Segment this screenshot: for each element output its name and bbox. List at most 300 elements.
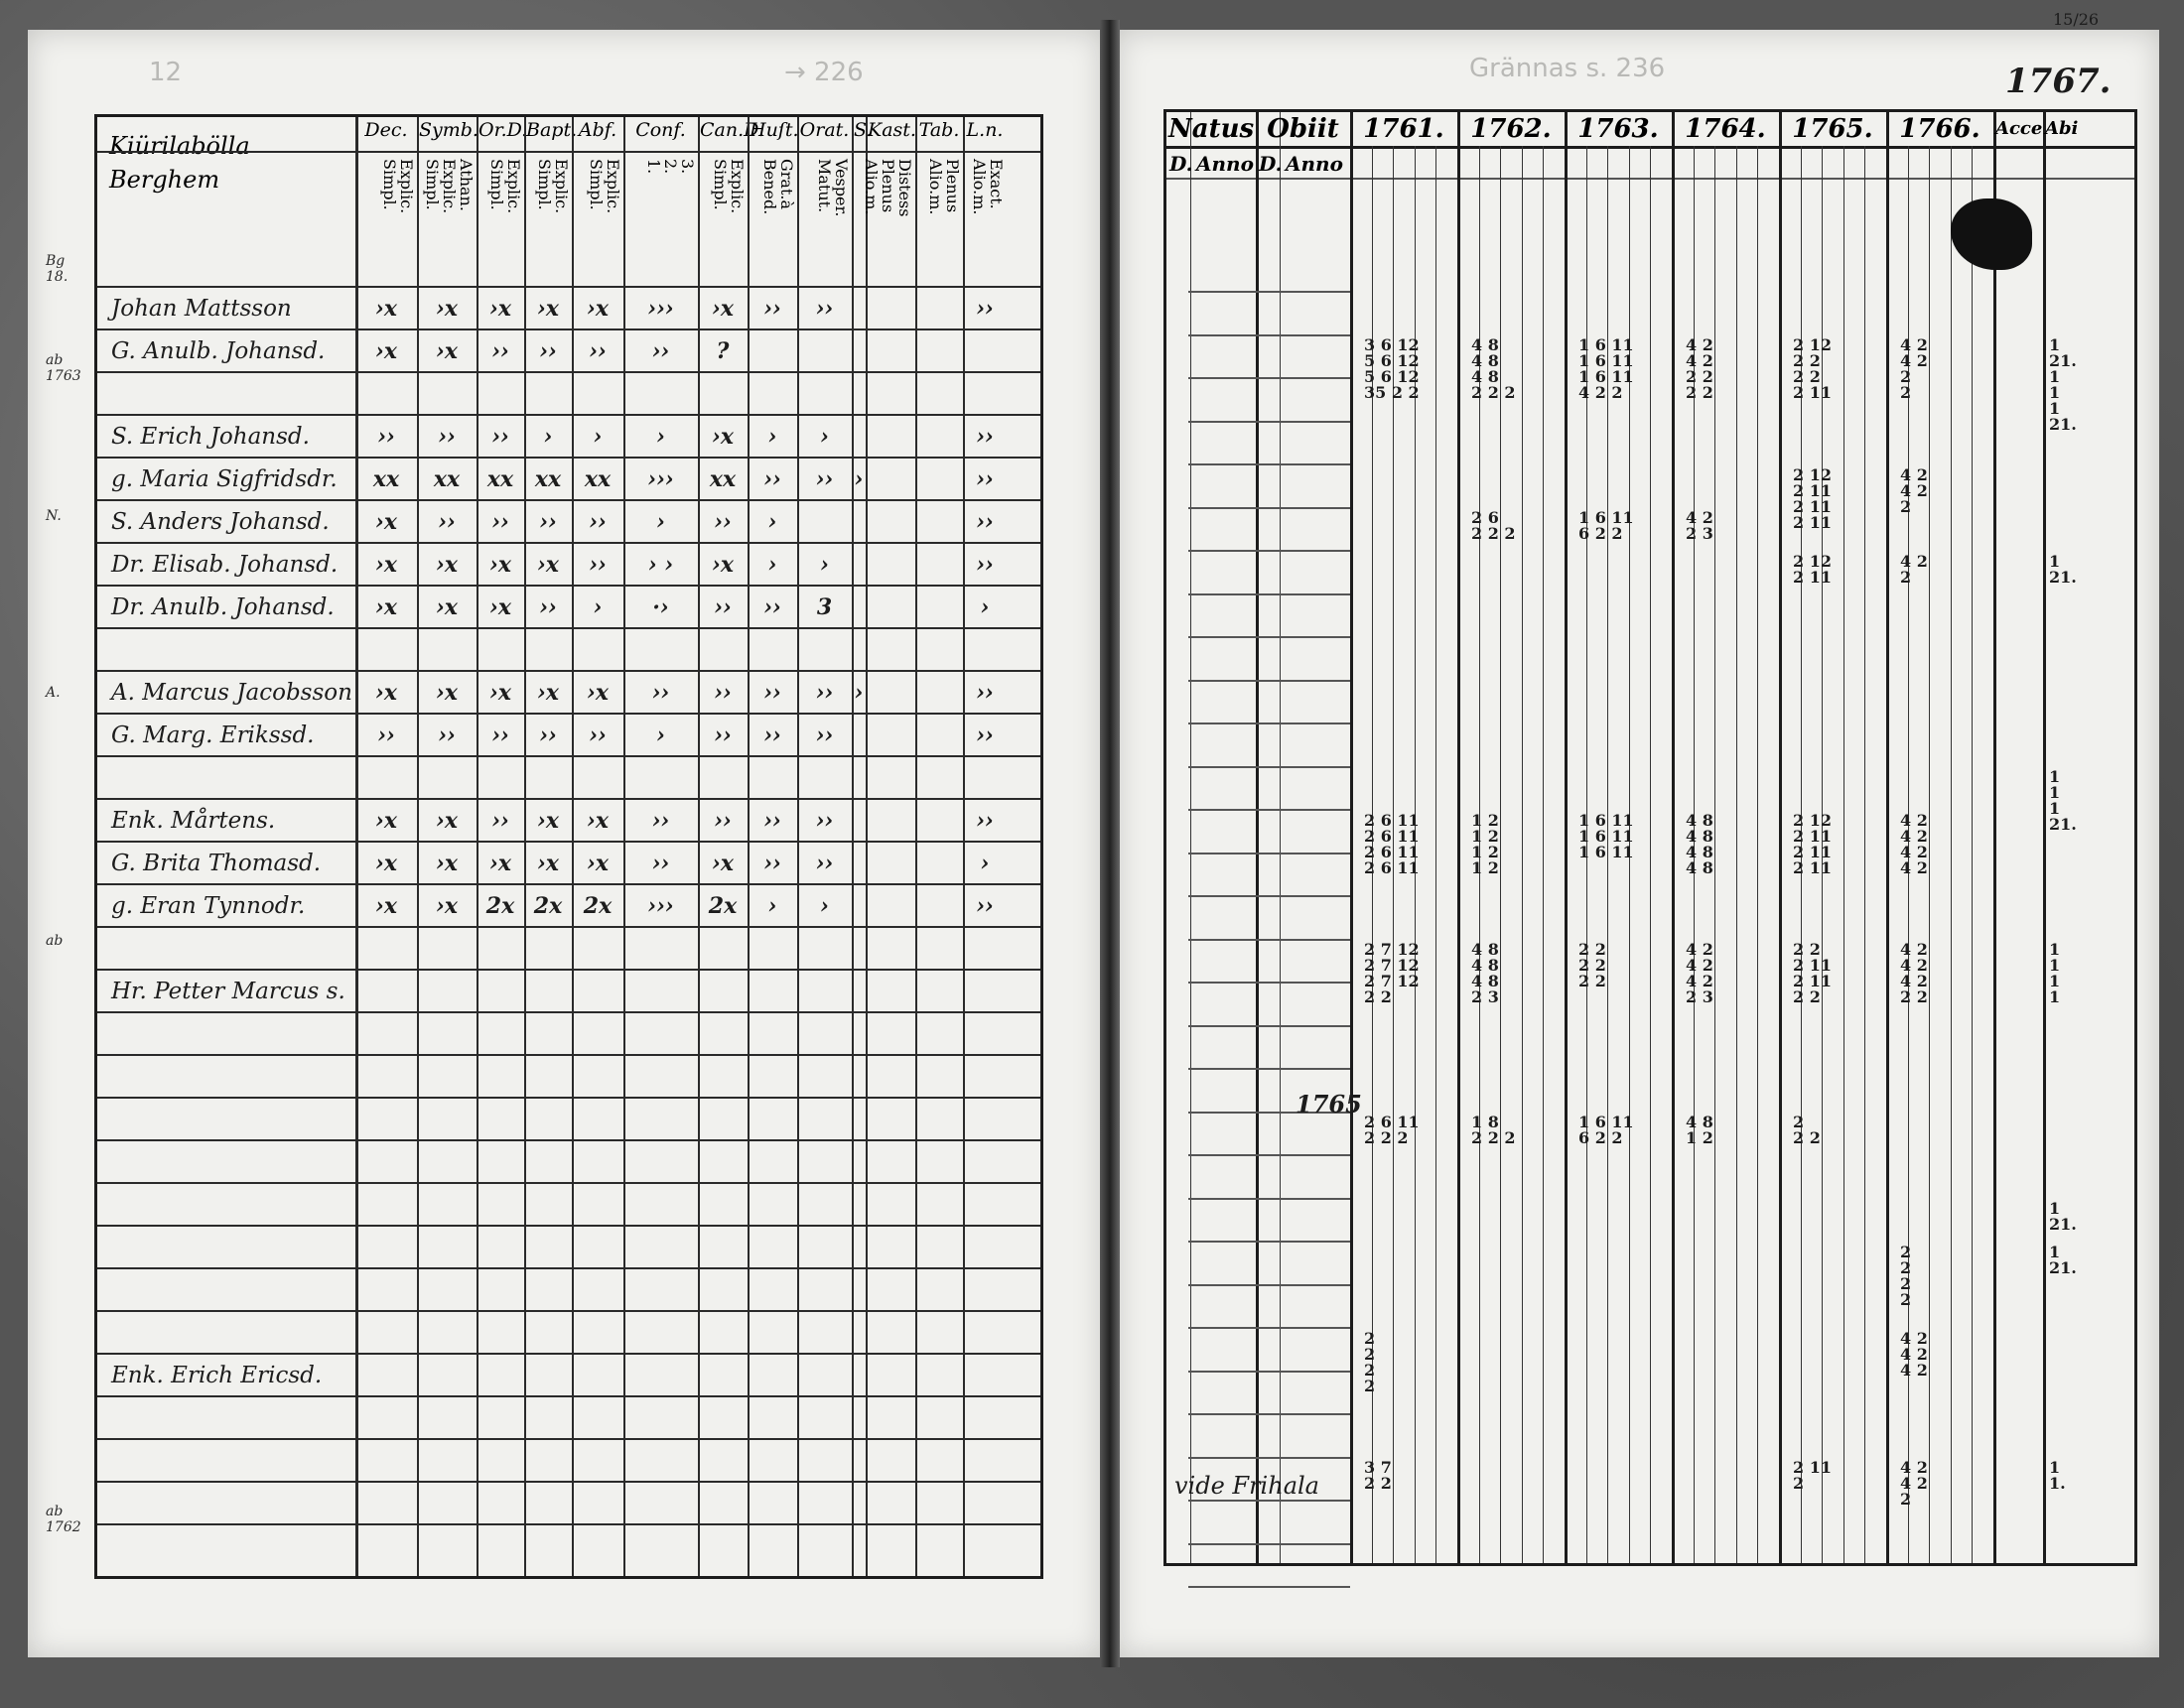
row-rule [97,1182,1040,1184]
row-rule [1188,1586,1350,1588]
knowledge-mark: ›x [712,552,734,578]
accessit-divider [1993,112,1996,1563]
row-rule [1188,853,1350,854]
knowledge-mark: ›x [375,552,397,578]
knowledge-mark: ›x [537,680,559,706]
year-entry: 4 2 4 2 2 [1900,464,1928,516]
year-divider [1886,112,1889,1563]
knowledge-mark: ›› [539,338,557,364]
knowledge-mark: ›x [587,680,609,706]
knowledge-mark: › [593,594,603,620]
column-divider [477,117,478,1576]
row-rule [97,542,1040,544]
year-entry: 2 12 2 2 2 2 2 11 [1793,335,1832,402]
knowledge-mark: ›x [436,296,458,322]
natus-d-divider [1190,112,1191,1563]
person-name: G. Anulb. Johansd. [111,338,326,364]
knowledge-mark: ›› [976,424,994,450]
natus-anno-sub: Anno [1196,152,1254,176]
margin-note: A. [46,685,61,701]
village-title-line1: Kiürilabölla [109,132,250,160]
row-rule [97,969,1040,971]
year-entry: 4 2 4 2 2 2 2 2 [1686,335,1713,402]
column-subheader: Explic. Simpl. [587,159,622,214]
year-entry: 2 12 2 11 2 11 2 11 [1793,464,1832,532]
knowledge-mark: › [767,893,777,919]
knowledge-mark: ›› [589,723,607,748]
row-rule [1188,463,1350,465]
knowledge-mark: ›x [712,851,734,876]
knowledge-mark: ››› [647,893,674,919]
column-header: Orat. [799,119,850,141]
knowledge-mark: ›› [539,594,557,620]
knowledge-mark: ›› [976,893,994,919]
knowledge-mark: 2x [533,893,563,919]
row-rule [1188,507,1350,509]
year-entry: 4 2 4 2 4 2 4 2 [1900,810,1928,877]
person-name: Enk. Erich Ericsd. [111,1363,323,1388]
reference-note: vide Frihala [1174,1472,1319,1500]
row-rule [1188,809,1350,811]
knowledge-mark: › [767,552,777,578]
column-divider [915,117,917,1576]
column-divider [852,117,854,1576]
row-rule [97,841,1040,843]
knowledge-mark: 2x [708,893,738,919]
knowledge-mark: ›› [377,723,395,748]
row-rule [1188,1371,1350,1373]
person-name: g. Maria Sigfridsdr. [111,466,338,492]
column-divider [417,117,419,1576]
year-entry: 1 1 1 1 [2049,940,2061,1006]
person-name: Johan Mattsson [111,296,292,322]
column-subheader: Explic. Simpl. [487,159,523,214]
row-rule [97,328,1040,330]
year-entry: 2 6 2 2 2 [1471,508,1516,543]
year-entry: 1 1 1 21. [2049,767,2077,834]
knowledge-mark: ›x [375,808,397,834]
knowledge-mark: › [767,509,777,535]
column-subheader: 3. 2. 1. [644,159,697,175]
margin-note: N. [46,508,62,524]
year-subcolumn-divider [1543,146,1544,1563]
abiit-divider [2043,112,2046,1563]
knowledge-mark: ›› [815,723,834,748]
knowledge-mark: › [593,424,603,450]
knowledge-mark: › [854,680,864,706]
knowledge-mark: 3 [816,594,833,620]
knowledge-mark: › [980,851,990,876]
knowledge-mark: ›› [714,680,732,706]
knowledge-mark: ›› [438,424,456,450]
knowledge-mark: ›› [491,509,509,535]
row-rule [97,457,1040,459]
column-subheader: Plenus Alio.m. [926,159,962,215]
row-rule [1188,1284,1350,1286]
knowledge-mark: ›x [436,552,458,578]
column-divider [866,117,868,1576]
column-subheader: Explic. Simpl. [711,159,747,214]
row-rule [1188,421,1350,423]
row-rule [97,1011,1040,1013]
knowledge-mark: ›› [714,594,732,620]
row-rule [97,1481,1040,1483]
knowledge-mark: ›› [976,680,994,706]
row-rule [1188,593,1350,595]
column-header: Conf. [635,119,686,141]
knowledge-mark: ›› [763,851,781,876]
row-rule [1188,1543,1350,1545]
row-rule [97,286,1040,288]
row-rule [97,926,1040,928]
yearly-record-table [1163,109,2137,1566]
knowledge-mark: ›› [714,723,732,748]
year-entry: 1 6 11 1 6 11 1 6 11 [1578,810,1634,861]
row-rule [1188,982,1350,984]
row-rule [1188,1241,1350,1243]
year-entry: 2 2 2 2 [1900,1242,1912,1309]
person-name: S. Anders Johansd. [111,509,330,535]
year-entry: 4 2 4 2 2 2 [1900,335,1928,402]
knowledge-mark: ›› [651,851,670,876]
year-divider [1779,112,1782,1563]
person-name: S. Erich Johansd. [111,424,310,450]
knowledge-mark: › [656,509,665,535]
death-year-note: 1765 [1296,1090,1362,1118]
knowledge-mark: ›› [491,424,509,450]
row-rule [1188,377,1350,379]
year-entry: 4 2 4 2 2 [1900,1458,1928,1509]
knowledge-mark: ›› [539,723,557,748]
year-header: 1761. [1363,114,1444,144]
knowledge-mark: ›› [651,680,670,706]
year-entry: 1 21. 1 1 1 21. [2049,335,2077,434]
row-rule [97,1438,1040,1440]
column-header: S. [854,119,873,141]
year-entry: 4 8 4 8 4 8 2 2 2 [1471,335,1516,402]
knowledge-mark: ›x [375,893,397,919]
row-rule [97,1225,1040,1227]
knowledge-mark: › [980,594,990,620]
column-subheader: Explic. Simpl. [535,159,571,214]
row-rule [1188,291,1350,293]
knowledge-mark: ›x [489,851,511,876]
year-header: 1765. [1792,114,1873,144]
year-header: 1764. [1685,114,1766,144]
row-rule [1188,1327,1350,1329]
knowledge-mark: ›› [377,424,395,450]
row-rule [97,670,1040,672]
column-header: Bapt. [526,119,578,141]
obiit-divider [1350,112,1353,1563]
row-rule [1188,334,1350,336]
knowledge-mark: ›› [815,851,834,876]
year-entry: 2 2 2 11 2 11 2 2 [1793,940,1832,1006]
row-rule [1188,1198,1350,1200]
knowledge-mark: ›› [976,466,994,492]
knowledge-mark: ›› [491,338,509,364]
column-header: Dec. [364,119,408,141]
person-name: Hr. Petter Marcus s. [111,979,345,1004]
book-gutter [1100,20,1120,1667]
year-entry: 4 2 4 2 4 2 2 3 [1686,940,1713,1006]
person-name: A. Marcus Jacobsson [111,680,352,706]
row-rule [1188,680,1350,682]
row-rule [1188,939,1350,941]
knowledge-mark: ›› [763,296,781,322]
column-subheader: Vesper. Matut. [815,159,851,217]
year-entry: 1 6 11 6 2 2 [1578,508,1634,543]
column-header: Abf. [578,119,617,141]
knowledge-mark: › [854,466,864,492]
margin-note: ab 1763 [46,352,81,384]
year-subcolumn-divider [1650,146,1651,1563]
person-name: g. Eran Tynnodr. [111,893,306,919]
knowledge-mark: ›› [589,509,607,535]
accessit-header: Acce [1995,118,2043,139]
year-entry: 4 8 4 8 4 8 2 3 [1471,940,1499,1006]
knowledge-mark: ›x [537,808,559,834]
obiit-anno-sub: Anno [1286,152,1343,176]
year-entry: 4 2 4 2 4 2 [1900,1328,1928,1380]
household-catechism-table [94,114,1043,1579]
column-divider [748,117,750,1576]
knowledge-mark: ›› [651,338,670,364]
row-rule [1188,1068,1350,1070]
year-entry: 2 2 2 2 2 2 [1578,940,1606,990]
knowledge-mark: ·› [652,594,669,620]
row-rule [1188,895,1350,897]
year-entry: 3 7 2 2 [1364,1458,1392,1493]
knowledge-mark: ›› [815,680,834,706]
knowledge-mark: ›x [712,296,734,322]
knowledge-mark: ›x [489,680,511,706]
pencil-cross-reference: → 226 [784,58,864,87]
knowledge-mark: ›› [438,509,456,535]
knowledge-mark: xx [372,466,400,492]
person-name: Enk. Mårtens. [111,808,276,834]
knowledge-mark: ›› [651,808,670,834]
knowledge-mark: ›› [714,509,732,535]
year-entry: 2 6 11 2 2 2 [1364,1113,1420,1147]
knowledge-mark: › [820,424,829,450]
knowledge-mark: ›x [436,680,458,706]
row-rule [1188,1413,1350,1415]
obiit-d-sub: D. [1259,152,1283,176]
knowledge-mark: ›x [375,851,397,876]
knowledge-mark: ›› [815,296,834,322]
column-header: Can.D. [700,119,764,141]
knowledge-mark: ›x [537,552,559,578]
knowledge-mark: ›x [375,680,397,706]
pencil-page-number: 12 [149,58,183,87]
row-rule [97,1523,1040,1525]
knowledge-mark: ›x [712,424,734,450]
knowledge-mark: ›x [436,594,458,620]
row-rule [97,798,1040,800]
year-entry: 2 6 11 2 6 11 2 6 11 2 6 11 [1364,810,1420,877]
obiit-d-divider [1280,112,1281,1563]
row-rule [97,883,1040,885]
knowledge-mark: ›› [976,552,994,578]
year-entry: 2 11 2 [1793,1458,1832,1493]
knowledge-mark: ›x [436,338,458,364]
row-rule [97,371,1040,373]
row-rule [1188,766,1350,768]
column-divider [524,117,526,1576]
person-name: Dr. Anulb. Johansd. [111,594,335,620]
knowledge-mark: ›› [539,509,557,535]
year-entry: 4 8 1 2 [1686,1113,1713,1147]
person-name: G. Brita Thomasd. [111,851,322,876]
row-rule [97,1310,1040,1312]
knowledge-mark: ››› [647,296,674,322]
knowledge-mark: ›x [587,808,609,834]
knowledge-mark: ›x [587,296,609,322]
knowledge-mark: xx [433,466,461,492]
year-entry: 1 1. [2049,1458,2066,1493]
margin-note: ab [46,933,64,949]
year-entry: 1 21. [2049,1199,2077,1234]
row-rule [1188,1457,1350,1459]
row-rule [97,1395,1040,1397]
year-entry: 1 21. [2049,1242,2077,1277]
margin-note: ab 1762 [46,1504,81,1535]
abiit-header: Abi [2045,118,2079,139]
year-subcolumn-divider [1757,146,1758,1563]
year-subcolumn-divider [1864,146,1865,1563]
column-divider [572,117,574,1576]
knowledge-mark: ›› [589,338,607,364]
year-entry: 3 6 12 5 6 12 5 6 12 35 2 2 [1364,335,1420,402]
row-rule [1188,1025,1350,1027]
column-header: Tab. [918,119,960,141]
column-header: Symb. [419,119,478,141]
knowledge-mark: ›x [537,296,559,322]
column-divider [698,117,700,1576]
year-entry: 1 21. [2049,551,2077,587]
year-entry: 4 2 2 [1900,551,1928,587]
knowledge-mark: ›› [491,723,509,748]
row-rule [97,1353,1040,1355]
header-rule [97,151,1040,153]
knowledge-mark: xx [709,466,737,492]
year-entry: 2 2 2 2 [1364,1328,1376,1395]
knowledge-mark: › › [647,552,674,578]
column-subheader: Exact. Alio.m. [970,159,1006,215]
knowledge-mark: ›› [491,808,509,834]
row-rule [1188,550,1350,552]
knowledge-mark: › [820,552,829,578]
column-subheader: Explic. Simpl. [380,159,416,214]
year-subcolumn-divider [1843,146,1844,1563]
knowledge-mark: ›› [815,808,834,834]
knowledge-mark: ›x [537,851,559,876]
knowledge-mark: ››› [647,466,674,492]
year-entry: 1 2 1 2 1 2 1 2 [1471,810,1499,877]
knowledge-mark: xx [486,466,514,492]
margin-note: Bg 18. [46,253,68,285]
knowledge-mark: ›x [436,808,458,834]
year-header: 1766. [1899,114,1980,144]
year-header: 1762. [1470,114,1552,144]
knowledge-mark: ›› [815,466,834,492]
row-rule [1188,1500,1350,1502]
year-entry: 2 12 2 11 2 11 2 11 [1793,810,1832,877]
knowledge-mark: ›x [375,338,397,364]
knowledge-mark: ›x [436,851,458,876]
column-subheader: Grat.à Bened. [760,159,796,215]
row-rule [97,1267,1040,1269]
year-subcolumn-divider [1522,146,1523,1563]
row-rule [97,1139,1040,1141]
natus-d-sub: D. [1169,152,1193,176]
right-page-year: 1767. [2005,62,2112,101]
person-name: G. Marg. Erikssd. [111,723,315,748]
year-subcolumn-divider [1951,146,1952,1563]
knowledge-mark: ›› [763,723,781,748]
knowledge-mark: › [656,723,665,748]
row-rule [1188,723,1350,724]
knowledge-mark: ›x [489,594,511,620]
row-rule [97,414,1040,416]
year-header: 1763. [1577,114,1659,144]
name-column-divider [355,117,358,1576]
knowledge-mark: ›x [489,552,511,578]
village-title-line2: Berghem [109,166,220,194]
year-subcolumn-divider [1714,146,1715,1563]
row-rule [1188,1154,1350,1156]
year-subcolumn-divider [1435,146,1436,1563]
knowledge-mark: ›x [375,296,397,322]
knowledge-mark: ›› [763,466,781,492]
row-rule [97,1097,1040,1099]
knowledge-mark: ›› [763,808,781,834]
column-header: Kast. [868,119,916,141]
row-rule [97,755,1040,757]
knowledge-mark: ›› [976,296,994,322]
knowledge-mark: ›x [375,509,397,535]
knowledge-mark: ›› [714,808,732,834]
knowledge-mark: ›› [976,509,994,535]
person-name: Dr. Elisab. Johansd. [111,552,339,578]
knowledge-mark: 2x [485,893,515,919]
pencil-cross-reference-right: Grännas s. 236 [1469,54,1666,83]
knowledge-mark: ›› [763,680,781,706]
column-divider [623,117,625,1576]
knowledge-mark: ? [716,338,730,364]
year-entry: 2 12 2 11 [1793,551,1832,587]
knowledge-mark: ›› [589,552,607,578]
knowledge-mark: ›x [375,594,397,620]
column-subheader: Distess Plenus Alio.m. [862,159,914,217]
year-divider [1565,112,1568,1563]
knowledge-mark: ›› [438,723,456,748]
column-divider [963,117,965,1576]
column-subheader: Athan. Explic. Simpl. [423,159,476,214]
year-entry: 4 2 4 2 4 2 2 2 [1900,940,1928,1006]
knowledge-mark: 2x [583,893,613,919]
year-entry: 1 6 11 6 2 2 [1578,1113,1634,1147]
year-entry: 1 8 2 2 2 [1471,1113,1516,1147]
knowledge-mark: ›x [587,851,609,876]
knowledge-mark: ›x [489,296,511,322]
knowledge-mark: xx [534,466,562,492]
obiit-header: Obiit [1267,114,1339,144]
column-header: Or.D. [478,119,528,141]
right-page-fraction: 15/26 [2053,10,2100,29]
knowledge-mark: ›› [763,594,781,620]
